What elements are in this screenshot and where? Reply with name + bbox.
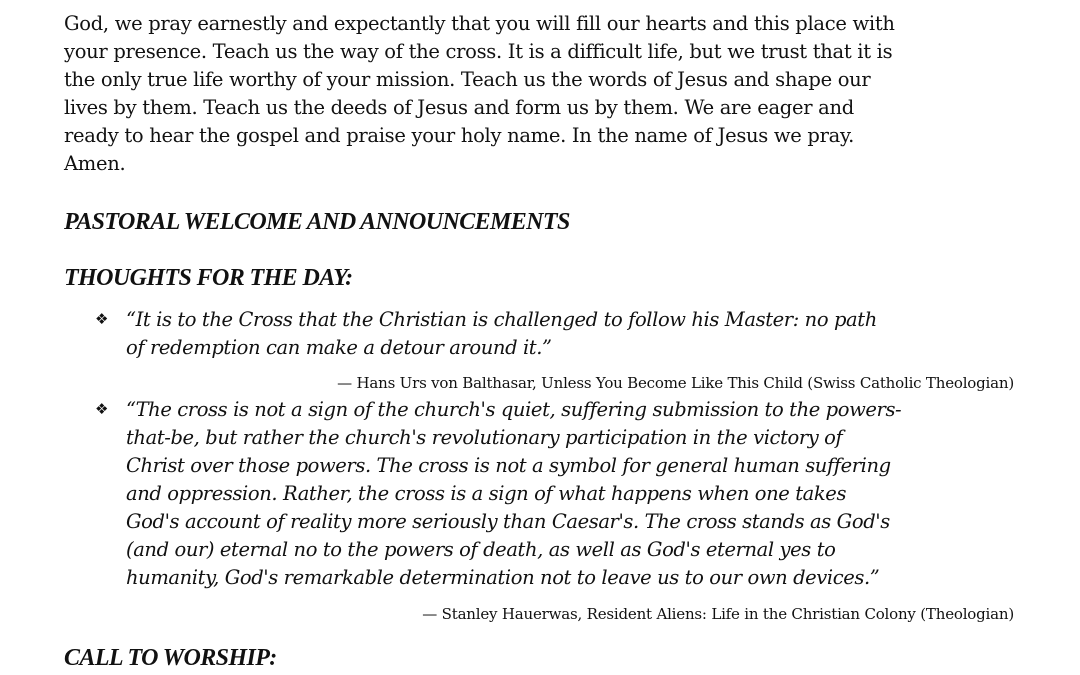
prayer-line: ready to hear the gospel and praise your holy name. In the name of Jesus we pray. bbox=[64, 124, 854, 147]
prayer-line: God, we pray earnestly and expectantly that you will fill our hearts and this place with bbox=[64, 12, 895, 35]
quote-attribution: — Hans Urs von Balthasar, Unless You Become Like This Child (Swiss Catholic Theologian) bbox=[337, 374, 1014, 392]
heading-pastoral-welcome: PASTORAL WELCOME AND ANNOUNCEMENTS bbox=[64, 209, 570, 235]
quote-line: and oppression. Rather, the cross is a sign of what happens when one takes bbox=[126, 482, 847, 505]
quote-line: (and our) eternal no to the powers of death, as well as God's eternal yes to bbox=[126, 538, 836, 561]
quote-line: humanity, God's remarkable determination not to leave us to our own devices.” bbox=[126, 566, 880, 589]
quote-line: “It is to the Cross that the Christian is challenged to follow his Master: no path bbox=[126, 308, 877, 331]
prayer-line: lives by them. Teach us the deeds of Jesus and form us by them. We are eager and bbox=[64, 96, 854, 119]
quote-text bbox=[126, 396, 901, 592]
document-page bbox=[64, 10, 1024, 675]
quote-line: God's account of reality more seriously than Caesar's. The cross stands as God's bbox=[126, 510, 890, 533]
prayer-line: your presence. Teach us the way of the cross. It is a difficult life, but we trust that it is bbox=[64, 40, 893, 63]
diamond-bullet-icon: ❖ bbox=[95, 400, 109, 418]
quote-attribution: — Stanley Hauerwas, Resident Aliens: Life in the Christian Colony (Theologian) bbox=[422, 605, 1014, 623]
quote-line: of redemption can make a detour around it.” bbox=[126, 336, 552, 359]
prayer-line: the only true life worthy of your mission. Teach us the words of Jesus and shape our bbox=[64, 68, 871, 91]
heading-call-to-worship: CALL TO WORSHIP: bbox=[64, 645, 277, 671]
diamond-bullet-icon: ❖ bbox=[95, 310, 109, 328]
prayer-line: Amen. bbox=[64, 152, 126, 175]
heading-thoughts-for-the-day: THOUGHTS FOR THE DAY: bbox=[64, 265, 353, 291]
quote-line: Christ over those powers. The cross is not a symbol for general human suffering bbox=[126, 454, 891, 477]
quote-text bbox=[126, 306, 877, 362]
opening-prayer bbox=[64, 10, 1024, 178]
quote-line: that-be, but rather the church's revolutionary participation in the victory of bbox=[126, 426, 843, 449]
quote-line: “The cross is not a sign of the church's quiet, suffering submission to the powers- bbox=[126, 398, 902, 421]
